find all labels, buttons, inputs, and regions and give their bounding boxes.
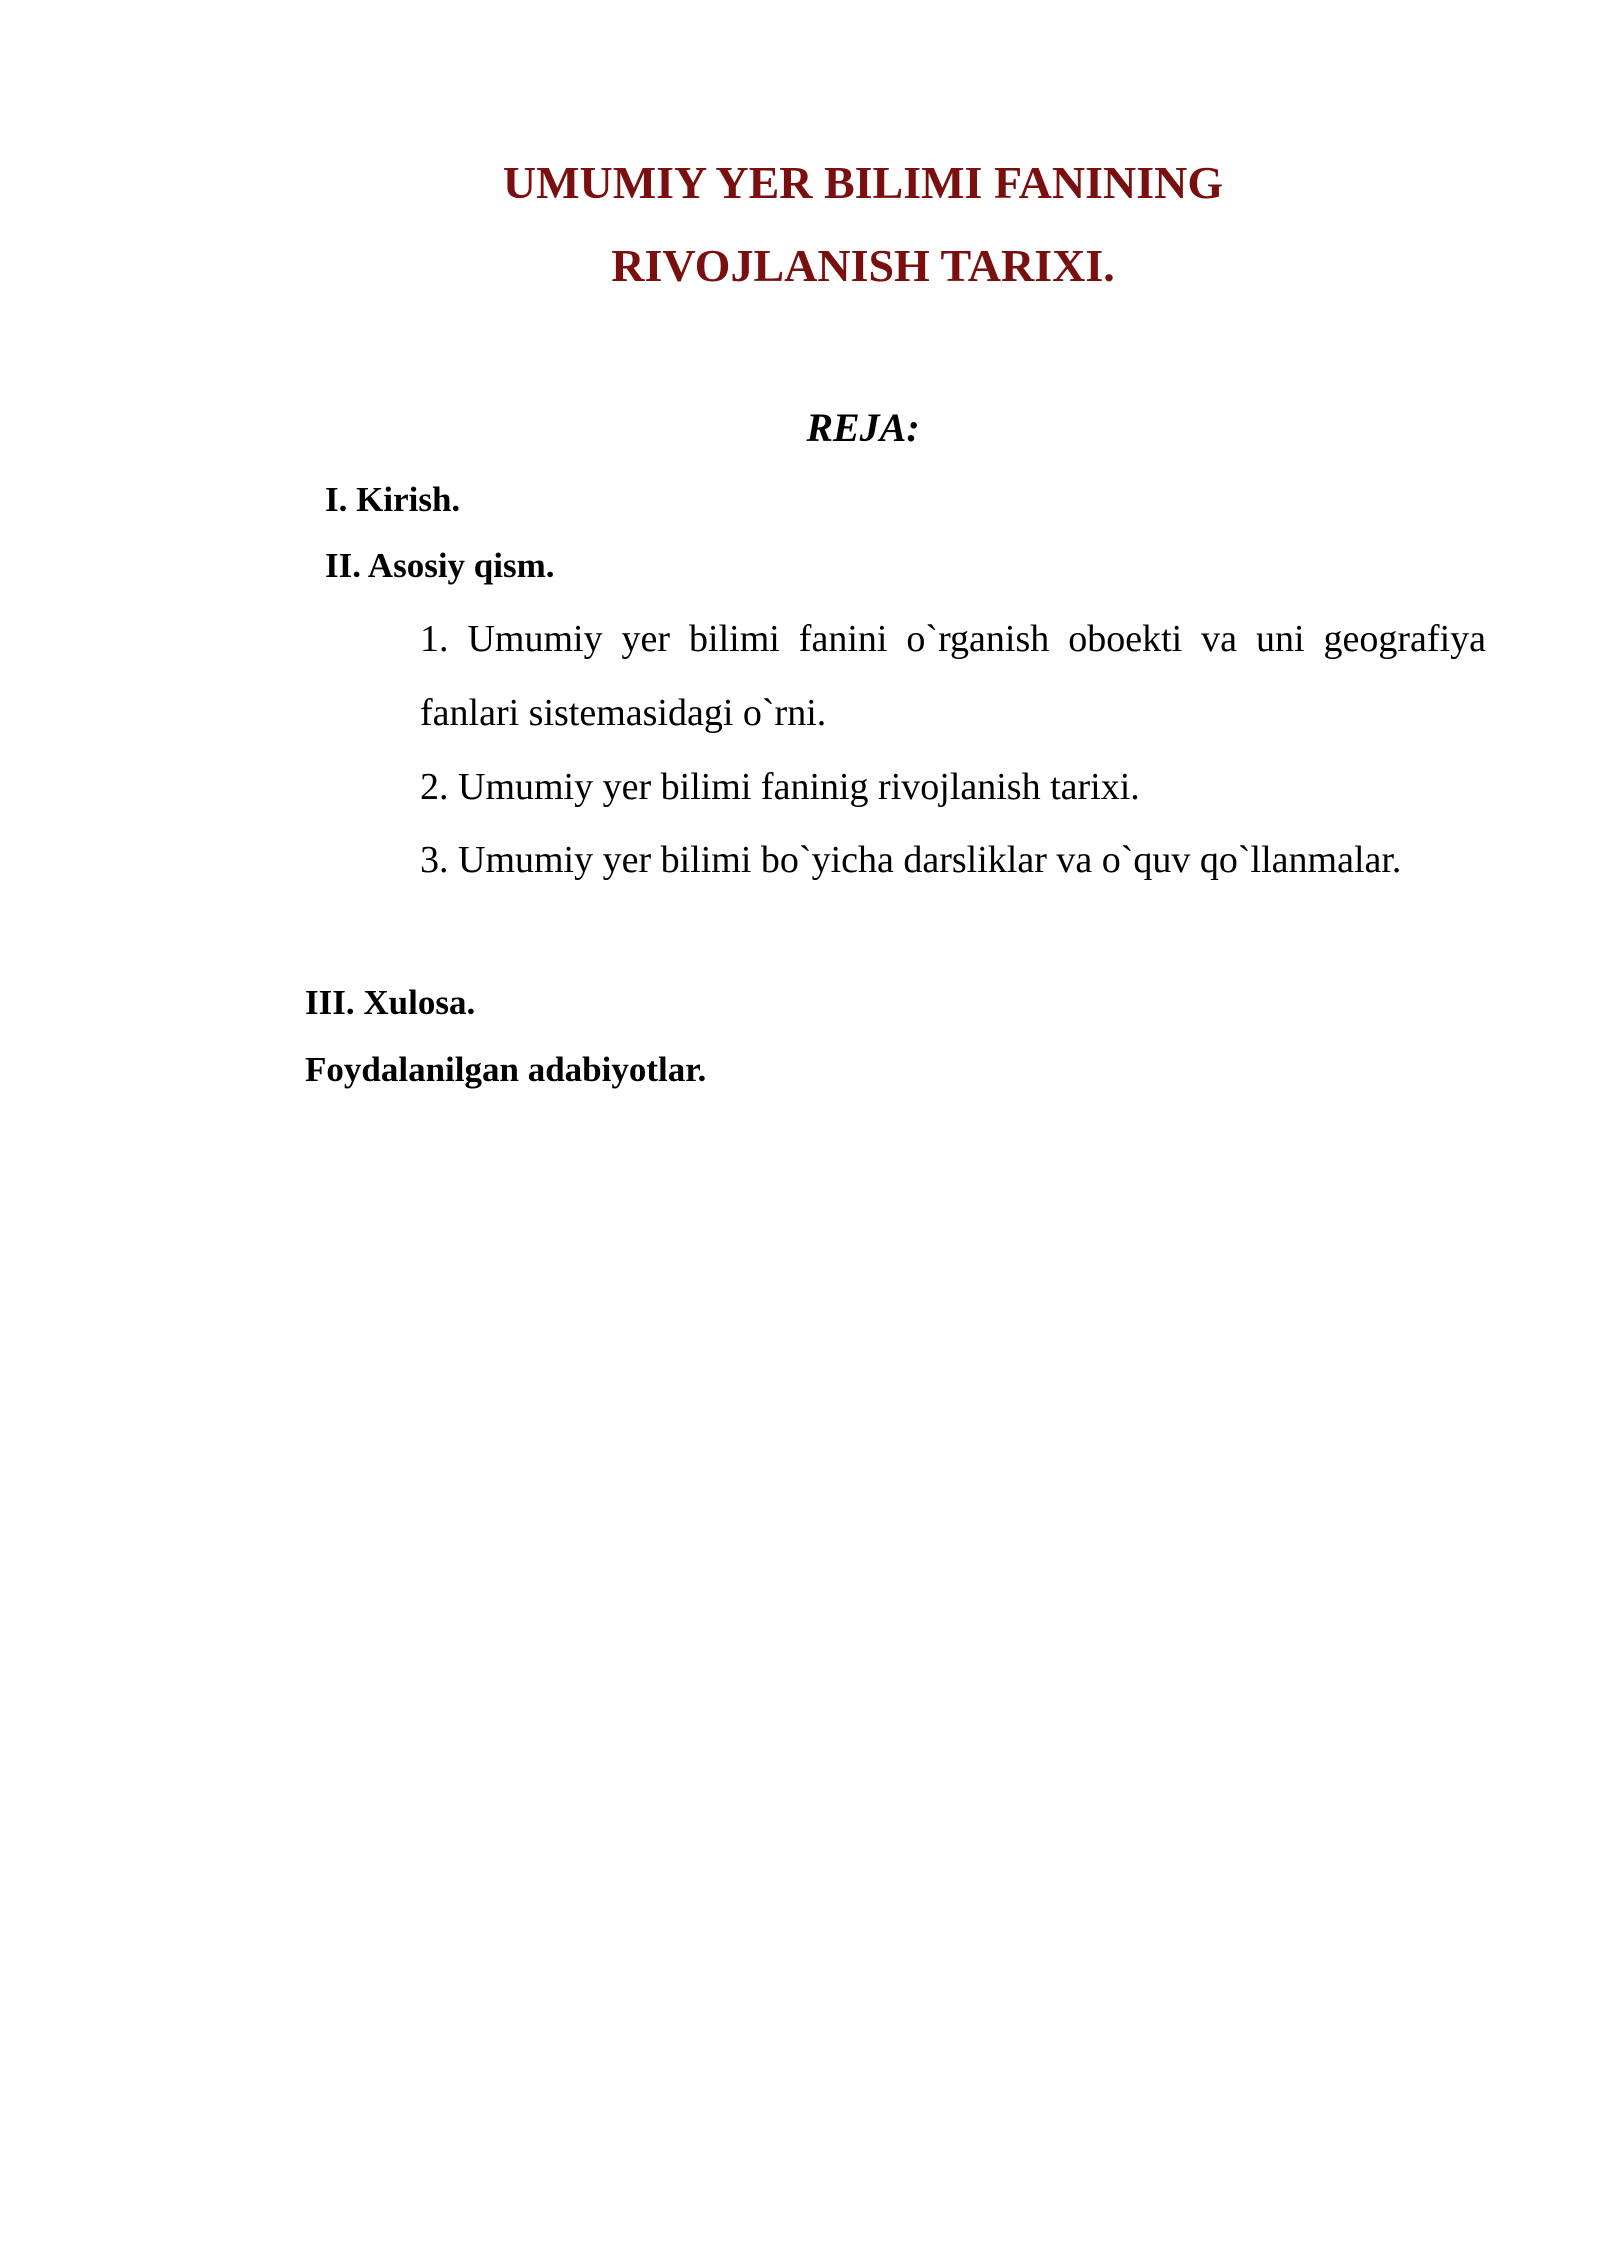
section-intro: I. Kirish.	[325, 480, 461, 519]
main-item-1: 1. Umumiy yer bilimi fanini o`rganish oboekti va uni geografiya fanlari sistemasidagi o`rni.	[420, 618, 1486, 734]
main-item-3: 3. Umumiy yer bilimi bo`yicha darsliklar va o`quv qo`llanmalar.	[420, 839, 1402, 881]
section-main: II. Asosiy qism.	[325, 546, 555, 585]
document-title-line-2: RIVOJLANISH TARIXI.	[611, 240, 1115, 291]
section-references: Foydalanilgan adabiyotlar.	[305, 1050, 707, 1089]
document-title-line-1: UMUMIY YER BILIMI FANINING	[502, 157, 1224, 208]
main-item-2: 2. Umumiy yer bilimi faninig rivojlanish tarixi.	[420, 766, 1140, 808]
section-conclusion: III. Xulosa.	[305, 983, 476, 1022]
plan-heading: REJA:	[806, 405, 920, 450]
